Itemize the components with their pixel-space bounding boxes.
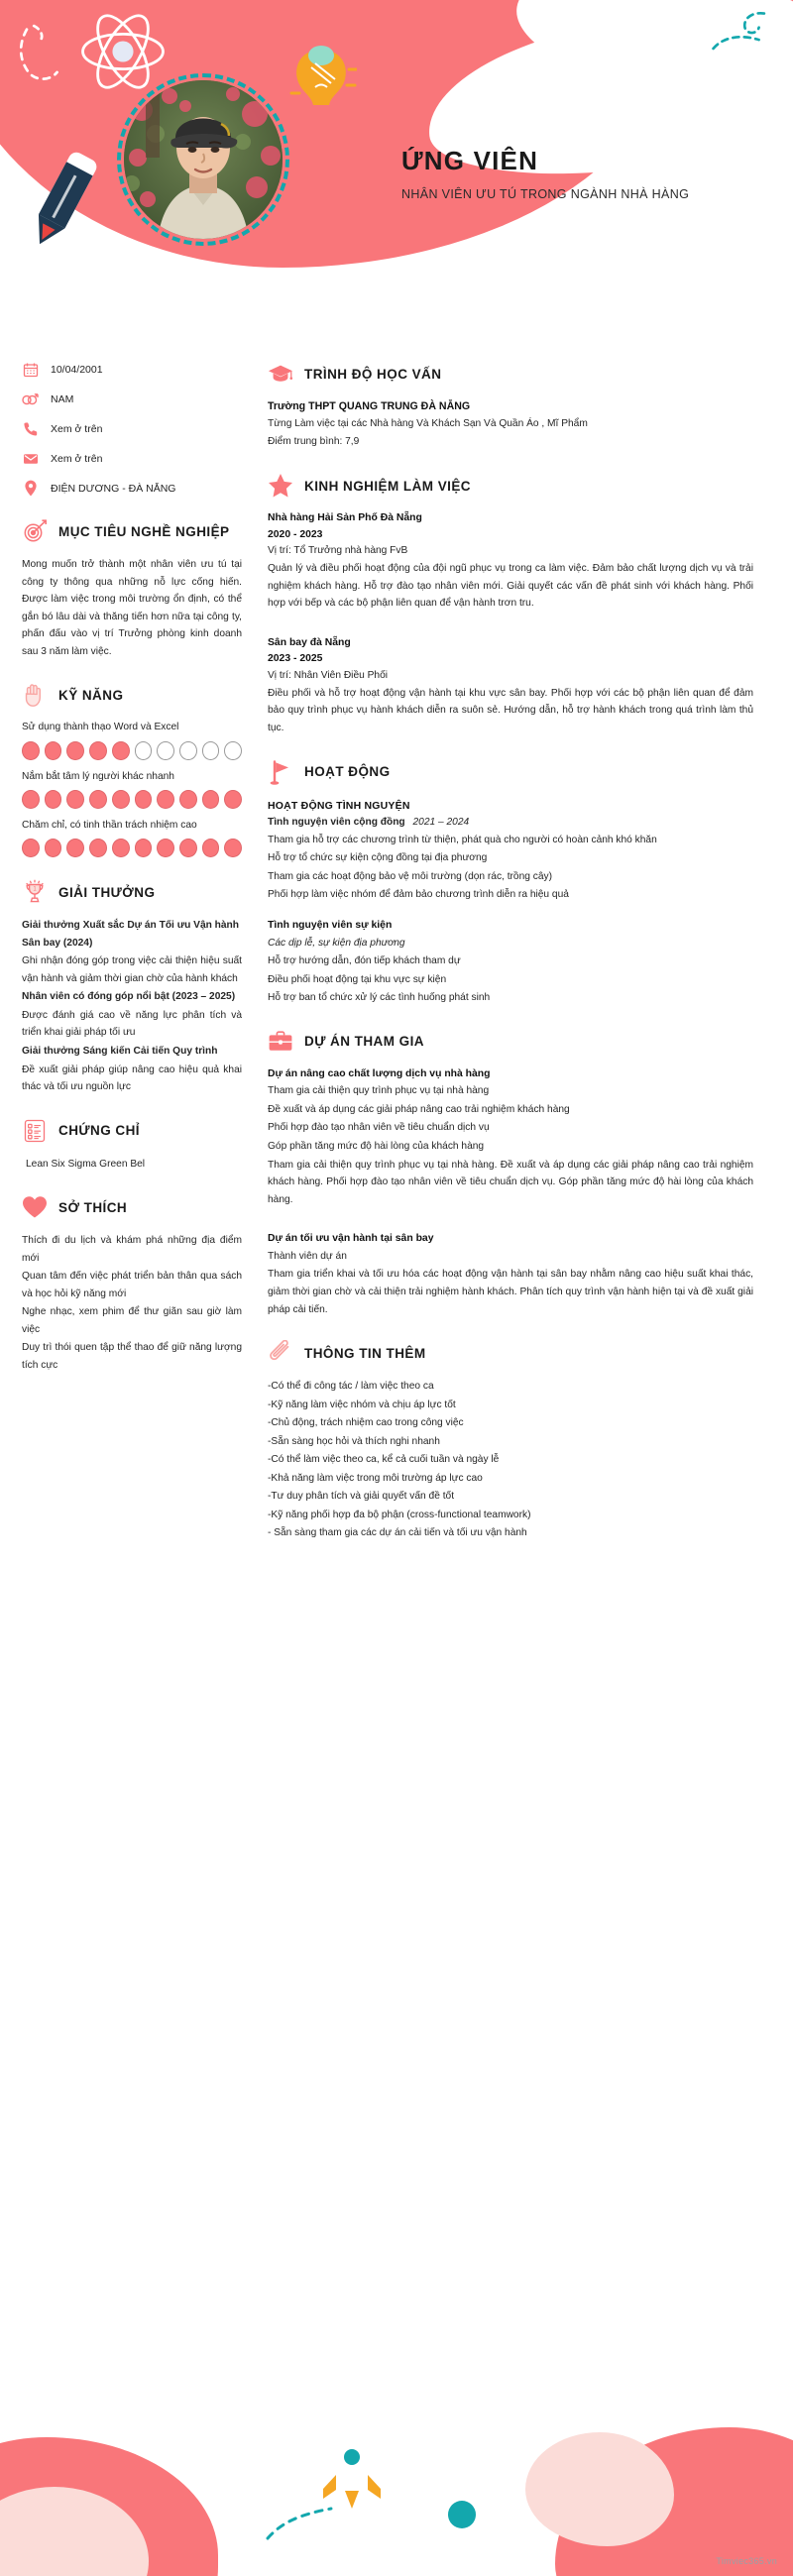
rating-dot-filled xyxy=(135,790,153,809)
rating-dot-filled xyxy=(112,741,130,760)
gender-icon xyxy=(22,391,39,407)
rating-dot-filled xyxy=(112,790,130,809)
hobby-item: Duy trì thói quen tập thể thao để giữ năng lượng tích cực xyxy=(22,1342,242,1372)
cv-body xyxy=(0,345,793,1543)
contact-value: NAM xyxy=(51,392,74,405)
rating-dot-filled xyxy=(179,790,197,809)
watermark: Timviec365.vn xyxy=(716,2556,777,2566)
rating-dot-filled xyxy=(45,790,62,809)
job-role: Vị trí: Tổ Trưởng nhà hàng FvB xyxy=(268,545,408,557)
rating-dot-filled xyxy=(202,790,220,809)
phone-icon xyxy=(22,420,39,437)
activity-group xyxy=(268,918,753,1007)
award-item xyxy=(22,917,242,987)
activity-period: Các dịp lễ, sự kiện địa phương xyxy=(268,937,405,949)
project-bullet: Đề xuất và áp dụng các giải pháp nâng cao trải nghiệm khách hàng xyxy=(268,1103,570,1115)
calendar-icon xyxy=(22,361,39,378)
activity-role-line xyxy=(268,815,753,832)
avatar xyxy=(117,73,289,246)
contact-item-gender xyxy=(22,391,242,407)
rating-dot-filled xyxy=(89,790,107,809)
job-period: 2020 - 2023 xyxy=(268,528,323,540)
rating-dot-filled xyxy=(157,790,174,809)
rating-dot-filled xyxy=(157,839,174,857)
activity-bullet: Tham gia các hoạt động bảo vệ môi trường (dọn rác, trồng cây) xyxy=(268,870,553,882)
activity-role: Tình nguyện viên cộng đồng xyxy=(268,816,405,828)
target-icon xyxy=(22,518,48,544)
section-title: MỤC TIÊU NGHỀ NGHIỆP xyxy=(58,523,230,539)
left-column xyxy=(22,355,242,1376)
award-title: Giải thưởng Sáng kiến Cải tiến Quy trình xyxy=(22,1046,218,1057)
additional-item: -Tư duy phân tích và giải quyết vấn đề tốt xyxy=(268,1491,455,1503)
rating-dot-filled xyxy=(45,741,62,760)
section-projects-header xyxy=(268,1029,753,1055)
section-title: TRÌNH ĐỘ HỌC VẤN xyxy=(304,366,442,382)
activity-role: Tình nguyện viên sự kiện xyxy=(268,919,393,931)
rating-dot-empty xyxy=(157,741,174,760)
award-title: Giải thưởng Xuất sắc Dự án Tối ưu Vận hành Sân bay (2024) xyxy=(22,920,239,949)
rating-dot-empty xyxy=(135,741,153,760)
spacer xyxy=(268,626,753,635)
activity-period: 2021 – 2024 xyxy=(412,816,470,828)
contact-item-phone xyxy=(22,420,242,437)
rating-dot-empty xyxy=(224,741,242,760)
hobby-item: Thích đi du lịch và khám phá những địa điểm mới xyxy=(22,1235,242,1264)
section-title: KỸ NĂNG xyxy=(58,687,124,703)
decorative-ring xyxy=(406,2463,446,2503)
section-title: SỞ THÍCH xyxy=(58,1199,128,1215)
rating-dot-filled xyxy=(66,741,84,760)
section-hobbies-header xyxy=(22,1194,242,1220)
project-title: Dự án nâng cao chất lượng dịch vụ nhà hàng xyxy=(268,1067,491,1079)
contact-list xyxy=(22,361,242,497)
rocket-icon xyxy=(317,2427,387,2519)
lightbulb-icon xyxy=(285,42,357,123)
rating-dot-empty xyxy=(202,741,220,760)
contact-value: Xem ở trên xyxy=(51,452,103,465)
location-icon xyxy=(22,480,39,497)
section-title: HOẠT ĐỘNG xyxy=(304,764,391,780)
award-item xyxy=(22,1043,242,1096)
contact-item-email xyxy=(22,450,242,467)
project-bullet: Thành viên dự án xyxy=(268,1250,347,1262)
additional-item: -Sẵn sàng học hỏi và thích nghi nhanh xyxy=(268,1435,440,1447)
rating-dot-filled xyxy=(89,741,107,760)
star-icon xyxy=(268,473,293,499)
activities-group-heading: HOẠT ĐỘNG TÌNH NGUYỆN xyxy=(268,799,410,812)
additional-item: - Sẵn sàng tham gia các dự án cải tiến và tối ưu vận hành xyxy=(268,1527,527,1539)
contact-value: 10/04/2001 xyxy=(51,363,103,376)
section-objective-header xyxy=(22,518,242,544)
rating-dot-empty xyxy=(179,741,197,760)
job-description: Điều phối và hỗ trợ hoạt động vận hành tại khu vực sân bay. Phối hợp với các bộ phận liên quan để đảm bảo quy trình phục vụ hành khách diễn ra suôn sẻ. Hướng dẫn, hỗ trợ hành khách trong quá trình làm thủ tục. xyxy=(268,687,753,733)
section-title: CHỨNG CHỈ xyxy=(58,1123,140,1139)
dashed-squiggle-teal-icon xyxy=(710,8,771,73)
award-title: Nhân viên có đóng góp nổi bật (2023 – 2025) xyxy=(22,991,236,1003)
pencil-icon xyxy=(18,147,107,256)
section-experience-header xyxy=(268,473,753,499)
section-education-header xyxy=(268,361,753,387)
additional-item: -Kỹ năng phối hợp đa bộ phận (cross-functional teamwork) xyxy=(268,1509,531,1520)
rating-dot-filled xyxy=(224,790,242,809)
spacer xyxy=(268,1222,753,1231)
skill-label: Nắm bắt tâm lý người khác nhanh xyxy=(22,770,174,782)
activity-bullet: Hỗ trợ hướng dẫn, đón tiếp khách tham dự xyxy=(268,955,461,967)
skill-rating-dots xyxy=(22,839,242,857)
hobby-item: Nghe nhạc, xem phim để thư giãn sau giờ làm việc xyxy=(22,1306,242,1335)
project-title: Dự án tối ưu vận hành tại sân bay xyxy=(268,1233,434,1245)
project-summary: Tham gia triển khai và tối ưu hóa các hoạt động vận hành tại sân bay nhằm nâng cao hiệu suất khai thác, giảm thời gian chờ và cải thiện trải nghiệm hành khách. Phân tích quy trình vận hành hiện tại và đề xuất giải pháp cải tiến. xyxy=(268,1269,753,1315)
activity-bullet: Tham gia hỗ trợ các chương trình từ thiện, phát quà cho người có hoàn cảnh khó khăn xyxy=(268,834,657,845)
paperclip-icon xyxy=(268,1340,293,1366)
rating-dot-filled xyxy=(202,839,220,857)
candidate-subtitle: NHÂN VIÊN ƯU TÚ TRONG NGÀNH NHÀ HÀNG xyxy=(401,186,690,201)
hobby-item: Quan tâm đến việc phát triển bản thân qua sách và học hỏi kỹ năng mới xyxy=(22,1271,242,1299)
additional-item: -Có thể làm việc theo ca, kể cả cuối tuần và ngày lễ xyxy=(268,1454,500,1466)
project-item xyxy=(268,1066,753,1208)
education-school: Trường THPT QUANG TRUNG ĐÀ NẴNG xyxy=(268,400,471,412)
award-item xyxy=(22,988,242,1042)
avatar-dashed-ring xyxy=(117,73,289,246)
objective-body: Mong muốn trở thành một nhân viên ưu tú tại công ty thông qua những nỗ lực cống hiến. Được làm việc trong môi trường ổn định, có thể gắn bó lâu dài và thăng tiến hơn nữa tại công ty, phấn đấu vào vị trí Trưởng phòng kinh doanh sau 3 năm làm việc. xyxy=(22,559,242,657)
project-summary: Tham gia cải thiện quy trình phục vụ tại nhà hàng. Đề xuất và áp dụng các giải pháp nâng cao trải nghiệm khách hàng. Phối hợp đào tạo nhân viên về tiêu chuẩn dịch vụ. Góp phần tăng mức độ hài lòng của khách hàng. xyxy=(268,1159,753,1205)
activity-group xyxy=(268,815,753,904)
activity-bullet: Điều phối hoạt động tại khu vực sự kiện xyxy=(268,973,447,985)
additional-item: -Kỹ năng làm việc nhóm và chịu áp lực tốt xyxy=(268,1399,456,1410)
rating-dot-filled xyxy=(224,839,242,857)
activity-bullet: Phối hợp làm việc nhóm để đảm bảo chương trình diễn ra hiệu quả xyxy=(268,889,569,901)
education-gpa: Điểm trung bình: 7,9 xyxy=(268,436,360,448)
skill-rating-dots xyxy=(22,790,242,809)
activity-bullet: Hỗ trợ ban tổ chức xử lý các tình huống phát sinh xyxy=(268,992,491,1004)
award-desc: Ghi nhận đóng góp trong việc cải thiện hiệu suất vận hành và giảm thời gian chờ của hành khách xyxy=(22,955,242,984)
rating-dot-filled xyxy=(112,839,130,857)
contact-value: Xem ở trên xyxy=(51,422,103,435)
additional-item: -Chủ động, trách nhiệm cao trong công việc xyxy=(268,1417,464,1429)
skill-row xyxy=(22,720,242,759)
graduation-cap-icon xyxy=(268,361,293,387)
section-additional-header xyxy=(268,1340,753,1366)
section-skills-header xyxy=(22,682,242,708)
contact-item-location xyxy=(22,480,242,497)
activity-bullet: Hỗ trợ tổ chức sự kiện cộng đồng tại địa phương xyxy=(268,852,488,864)
skill-row xyxy=(22,818,242,857)
trophy-icon xyxy=(22,879,48,905)
rating-dot-filled xyxy=(45,839,62,857)
experience-job xyxy=(268,635,753,737)
candidate-name: ỨNG VIÊN xyxy=(401,146,539,175)
section-certificates-header xyxy=(22,1118,242,1144)
skill-row xyxy=(22,769,242,809)
section-awards-header xyxy=(22,879,242,905)
project-bullet: Tham gia cải thiện quy trình phục vụ tại nhà hàng xyxy=(268,1085,490,1097)
rating-dot-filled xyxy=(66,790,84,809)
contact-value: ĐIỆN DƯƠNG - ĐÀ NẴNG xyxy=(51,482,176,495)
rating-dot-filled xyxy=(22,839,40,857)
project-bullet: Phối hợp đào tạo nhân viên về tiêu chuẩn dịch vụ xyxy=(268,1122,490,1134)
project-item xyxy=(268,1231,753,1318)
hand-icon xyxy=(22,682,48,708)
job-company: Sân bay đà Nẵng xyxy=(268,636,351,648)
briefcase-icon xyxy=(268,1029,293,1055)
section-title: DỰ ÁN THAM GIA xyxy=(304,1034,424,1050)
flag-icon xyxy=(268,759,293,785)
rating-dot-filled xyxy=(22,741,40,760)
education-item xyxy=(268,398,753,451)
additional-item: -Khả năng làm việc trong môi trường áp lực cao xyxy=(268,1472,483,1484)
skill-label: Chăm chỉ, có tinh thần trách nhiệm cao xyxy=(22,819,197,831)
additional-item: -Có thể đi công tác / làm việc theo ca xyxy=(268,1381,434,1393)
contact-item-birthdate xyxy=(22,361,242,378)
email-icon xyxy=(22,450,39,467)
dashed-squiggle-icon xyxy=(18,22,71,85)
education-detail: Từng Làm việc tại các Nhà hàng Và Khách Sạn Và Quần Áo , Mĩ Phẩm xyxy=(268,417,588,429)
rating-dot-filled xyxy=(135,839,153,857)
cv-header xyxy=(0,0,793,345)
job-company: Nhà hàng Hải Sản Phố Đà Nẵng xyxy=(268,512,422,524)
heart-icon xyxy=(22,1194,48,1220)
job-role: Vị trí: Nhân Viên Điều Phối xyxy=(268,670,388,682)
project-bullet: Góp phần tăng mức độ hài lòng của khách hàng xyxy=(268,1141,485,1153)
section-title: KINH NGHIỆM LÀM VIỆC xyxy=(304,478,472,494)
right-column xyxy=(268,355,753,1543)
section-title: THÔNG TIN THÊM xyxy=(304,1345,426,1361)
skill-rating-dots xyxy=(22,741,242,760)
rating-dot-filled xyxy=(22,790,40,809)
rating-dot-filled xyxy=(179,839,197,857)
header-text-block xyxy=(401,147,758,203)
rating-dot-filled xyxy=(66,839,84,857)
section-activities-header xyxy=(268,759,753,785)
skill-label: Sử dụng thành thạo Word và Excel xyxy=(22,722,179,733)
experience-job xyxy=(268,510,753,613)
decorative-dot xyxy=(448,2501,476,2528)
cv-footer xyxy=(0,2343,793,2576)
award-desc: Đề xuất giải pháp giúp nâng cao hiệu quả khai thác và tối ưu nguồn lực xyxy=(22,1064,242,1093)
section-title: GIẢI THƯỞNG xyxy=(58,884,156,900)
job-period: 2023 - 2025 xyxy=(268,653,323,665)
job-description: Quản lý và điều phối hoạt động của đội ngũ phục vụ trong ca làm việc. Đảm bảo chất lượng dịch vụ và trải nghiệm khách hàng. Hỗ trợ đào tạo nhân viên mới. Giải quyết các vấn đề phát sinh với khách hàng. Phối hợp với bếp và các bộ phận liên quan để vận hành trơn tru. xyxy=(268,563,753,610)
award-desc: Được đánh giá cao về năng lực phân tích và triển khai giải pháp tối ưu xyxy=(22,1009,242,1039)
certificate-icon xyxy=(22,1118,48,1144)
rating-dot-filled xyxy=(89,839,107,857)
certificate-item: Lean Six Sigma Green Bel xyxy=(26,1158,146,1170)
footer-blob-right-light xyxy=(525,2432,674,2546)
svg-text:1: 1 xyxy=(33,886,37,893)
